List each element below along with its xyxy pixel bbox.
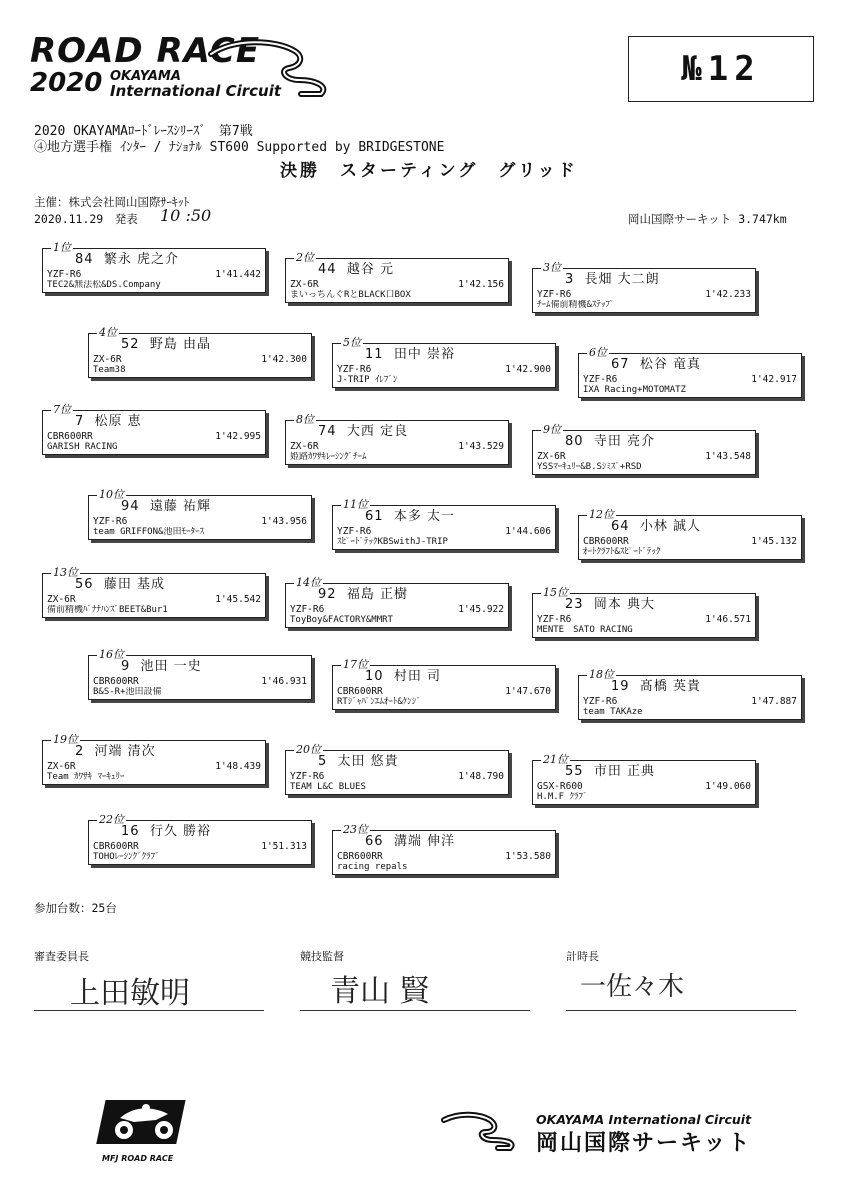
team-name: GARISH RACING: [47, 442, 118, 452]
signature-chief-timekeeper: 一佐々木: [580, 972, 685, 1002]
rider-name: 河端 清次: [94, 744, 156, 759]
team-name: TEAM L&C BLUES: [290, 782, 366, 792]
rider-number-name: [121, 337, 211, 352]
team-name: team GRIFFON&池田ﾓｰﾀｰｽ: [93, 527, 204, 537]
sig-label-chief-timekeeper: 計時長: [566, 950, 599, 963]
rider-number: 67: [611, 357, 630, 372]
grid-slot: [285, 413, 509, 465]
grid-position: 23位: [343, 823, 368, 836]
machine: YZF-R6: [290, 604, 325, 615]
logo-okayama: OKAYAMA: [110, 69, 181, 84]
qualifying-time: 1'49.060: [705, 781, 751, 792]
rider-number: 92: [318, 587, 337, 602]
team-name: J-TRIP ｲﾚﾌﾞﾝ: [337, 375, 398, 385]
rider-number: 56: [75, 577, 94, 592]
rider-number: 19: [611, 679, 630, 694]
grid-slot: [532, 261, 756, 313]
document-number: №12: [681, 49, 761, 89]
rider-number-name: [121, 659, 202, 674]
grid-position: 9位: [543, 423, 561, 436]
grid-slot: [285, 251, 509, 303]
team-name: racing repals: [337, 862, 408, 872]
rider-name: 村田 司: [393, 669, 441, 684]
machine: YZF-R6: [583, 696, 618, 707]
qualifying-time: 1'53.580: [505, 851, 551, 862]
grid-slot: [578, 508, 802, 560]
qualifying-time: 1'44.606: [505, 526, 551, 537]
machine: CBR600RR: [93, 676, 139, 687]
grid-slot: [578, 668, 802, 720]
machine: CBR600RR: [583, 536, 629, 547]
rider-number-name: [365, 669, 441, 684]
rider-number: 23: [565, 597, 584, 612]
rider-name: 遠藤 祐輝: [149, 499, 211, 514]
machine: CBR600RR: [47, 431, 93, 442]
machine: CBR600RR: [93, 841, 139, 852]
rider-number: 44: [318, 262, 337, 277]
mfj-road-race-text: MFJ ROAD RACE: [102, 1154, 174, 1163]
rider-name: 藤田 基成: [103, 577, 165, 592]
grid-position: 2位: [296, 251, 314, 264]
team-name: まいっちんぐRとBLACK口BOX: [290, 290, 411, 300]
logo-year: 2020: [30, 68, 103, 98]
grid-slot: [332, 498, 556, 550]
grid-position: 6位: [589, 346, 607, 359]
page-title: 決勝 スターティング グリッド: [280, 161, 578, 181]
qualifying-time: 1'46.571: [705, 614, 751, 625]
grid-slot: [332, 658, 556, 710]
rider-number: 5: [318, 754, 328, 769]
rider-number: 55: [565, 764, 584, 779]
participants-count: 参加台数：25台: [34, 901, 117, 915]
grid-slot: [42, 403, 266, 455]
qualifying-time: 1'45.542: [215, 594, 261, 605]
footer-circuit-en: OKAYAMA International Circuit: [536, 1112, 752, 1127]
rider-name: 福島 正樹: [346, 587, 408, 602]
team-name: TOHOﾚｰｼﾝｸﾞｸﾗﾌﾞ: [93, 852, 160, 862]
rider-name: 長畑 大二朗: [584, 272, 660, 287]
team-name: ｽﾋﾟｰﾄﾞﾃｯｸKBSwithJ-TRIP: [337, 537, 448, 547]
qualifying-time: 1'48.439: [215, 761, 261, 772]
qualifying-time: 1'42.233: [705, 289, 751, 300]
grid-slot: [532, 753, 756, 805]
grid-position: 1位: [53, 241, 71, 254]
rider-number: 80: [565, 434, 584, 449]
grid-position: 15位: [543, 586, 568, 599]
rider-number-name: [365, 834, 455, 849]
team-name: team TAKAze: [583, 707, 643, 717]
grid-slot: [532, 423, 756, 475]
rider-number: 64: [611, 519, 630, 534]
grid-slot: [332, 336, 556, 388]
team-name: ｵｰﾄｸﾗﾌﾄ&ｽﾋﾟｰﾄﾞﾃｯｸ: [583, 547, 661, 557]
rider-number: 7: [75, 414, 85, 429]
qualifying-time: 1'42.156: [458, 279, 504, 290]
announce-time: 10 :50: [160, 206, 212, 225]
rider-number-name: [75, 744, 156, 759]
rider-number: 16: [121, 824, 140, 839]
qualifying-time: 1'45.922: [458, 604, 504, 615]
rider-number: 94: [121, 499, 140, 514]
rider-name: 岡本 典大: [593, 597, 655, 612]
grid-position: 10位: [99, 488, 124, 501]
machine: YZF-R6: [337, 364, 372, 375]
sig-label-race-director: 競技監督: [300, 950, 344, 963]
team-name: IXA Racing+MOTOMATZ: [583, 385, 686, 395]
machine: YZF-R6: [537, 289, 572, 300]
team-name: ﾁｰﾑ備前精機&ｽﾃｯﾌﾟ: [537, 300, 615, 310]
rider-number: 9: [121, 659, 131, 674]
signature-line: [300, 1010, 530, 1011]
qualifying-time: 1'48.790: [458, 771, 504, 782]
rider-name: 田中 崇裕: [393, 347, 455, 362]
machine: CBR600RR: [337, 851, 383, 862]
qualifying-time: 1'47.887: [751, 696, 797, 707]
grid-slot: [88, 648, 312, 700]
rider-number-name: [121, 824, 211, 839]
team-name: Team38: [93, 365, 126, 375]
qualifying-time: 1'47.670: [505, 686, 551, 697]
grid-slot: [332, 823, 556, 875]
grid-slot: [88, 813, 312, 865]
rider-name: 溝端 伸洋: [393, 834, 455, 849]
signature-race-director: 青山 賢: [330, 974, 430, 1009]
rider-number: 52: [121, 337, 140, 352]
rider-name: 松谷 竜真: [639, 357, 701, 372]
grid-position: 3位: [543, 261, 561, 274]
qualifying-time: 1'42.995: [215, 431, 261, 442]
grid-slot: [285, 743, 509, 795]
rider-name: 市田 正典: [593, 764, 655, 779]
rider-number-name: [565, 272, 660, 287]
grid-slot: [88, 488, 312, 540]
rider-number-name: [365, 509, 455, 524]
rider-number-name: [365, 347, 455, 362]
rider-number-name: [611, 357, 701, 372]
rider-name: 小林 誠人: [639, 519, 701, 534]
team-name: H.M.F ｸﾗﾌﾞ: [537, 792, 588, 802]
machine: ZX-6R: [93, 354, 122, 365]
machine: ZX-6R: [290, 441, 319, 452]
qualifying-time: 1'42.917: [751, 374, 797, 385]
rider-name: 大西 定良: [346, 424, 408, 439]
signature-line: [34, 1010, 264, 1011]
rider-number-name: [75, 577, 165, 592]
mfj-road-race-logo-icon: [94, 1098, 192, 1158]
rider-number-name: [611, 679, 701, 694]
qualifying-time: 1'45.132: [751, 536, 797, 547]
machine: ZX-6R: [290, 279, 319, 290]
rider-number-name: [565, 597, 655, 612]
rider-name: 寺田 亮介: [593, 434, 655, 449]
organizer: 主催：株式会社岡山国際ｻｰｷｯﾄ: [34, 195, 190, 209]
rider-name: 越谷 元: [346, 262, 394, 277]
grid-position: 4位: [99, 326, 117, 339]
rider-number: 11: [365, 347, 384, 362]
qualifying-time: 1'43.956: [261, 516, 307, 527]
qualifying-time: 1'42.300: [261, 354, 307, 365]
qualifying-time: 1'51.313: [261, 841, 307, 852]
team-name: YSSﾏｰｷｭﾘｰ&B.Sｼﾐｽﾞ+RSD: [537, 462, 642, 472]
rider-number: 61: [365, 509, 384, 524]
qualifying-time: 1'46.931: [261, 676, 307, 687]
rider-name: 髙橋 英貴: [639, 679, 701, 694]
machine: ZX-6R: [537, 451, 566, 462]
rider-name: 本多 太一: [393, 509, 455, 524]
team-name: Team ｶﾜｻｷ ﾏｰｷｭﾘｰ: [47, 772, 125, 782]
footer-circuit-jp: 岡山国際サーキット: [536, 1131, 752, 1156]
team-name: MENTE SATO RACING: [537, 625, 633, 635]
grid-position: 22位: [99, 813, 124, 826]
grid-slot: [285, 576, 509, 628]
grid-position: 7位: [53, 403, 71, 416]
machine: YZF-R6: [47, 269, 82, 280]
announce-date: 2020.11.29 発表: [34, 212, 138, 226]
machine: YZF-R6: [290, 771, 325, 782]
qualifying-time: 1'41.442: [215, 269, 261, 280]
qualifying-time: 1'43.529: [458, 441, 504, 452]
rider-number-name: [611, 519, 701, 534]
rider-number-name: [318, 424, 408, 439]
rider-number-name: [318, 587, 408, 602]
machine: ZX-6R: [47, 594, 76, 605]
grid-slot: [42, 241, 266, 293]
rider-number: 84: [75, 252, 94, 267]
grid-position: 8位: [296, 413, 314, 426]
series-line: 2020 OKAYAMAﾛｰﾄﾞﾚｰｽｼﾘｰｽﾞ 第7戦: [34, 124, 253, 139]
rider-number: 2: [75, 744, 85, 759]
rider-name: 行久 勝裕: [149, 824, 211, 839]
rider-number: 3: [565, 272, 575, 287]
machine: GSX-R600: [537, 781, 583, 792]
rider-number: 10: [365, 669, 384, 684]
qualifying-time: 1'43.548: [705, 451, 751, 462]
grid-slot: [42, 566, 266, 618]
machine: YZF-R6: [337, 526, 372, 537]
team-name: 姫路ｶﾜｻｷﾚｰｼﾝｸﾞﾁｰﾑ: [290, 452, 367, 462]
team-name: ToyBoy&FACTORY&MMRT: [290, 615, 393, 625]
machine: YZF-R6: [583, 374, 618, 385]
rider-name: 松原 恵: [94, 414, 142, 429]
circuit-length: 岡山国際サーキット 3.747km: [628, 212, 787, 226]
grid-slot: [578, 346, 802, 398]
grid-slot: [532, 586, 756, 638]
rider-number: 66: [365, 834, 384, 849]
grid-slot: [42, 733, 266, 785]
grid-position: 13位: [53, 566, 78, 579]
grid-position: 17位: [343, 658, 368, 671]
sig-label-chief-steward: 審査委員長: [34, 950, 89, 963]
rider-name: 池田 一史: [140, 659, 202, 674]
rider-number-name: [75, 414, 142, 429]
grid-position: 21位: [543, 753, 568, 766]
grid-position: 18位: [589, 668, 614, 681]
grid-position: 14位: [296, 576, 321, 589]
grid-slot: [88, 326, 312, 378]
rider-name: 太田 悠貴: [337, 754, 399, 769]
rider-name: 野島 由晶: [149, 337, 211, 352]
rider-name: 繁永 虎之介: [103, 252, 179, 267]
qualifying-time: 1'42.900: [505, 364, 551, 375]
logo-international-circuit: International Circuit: [110, 82, 282, 100]
grid-position: 5位: [343, 336, 361, 349]
machine: YZF-R6: [537, 614, 572, 625]
team-name: TEC2&無法松&DS.Company: [47, 280, 161, 290]
rider-number: 74: [318, 424, 337, 439]
rider-number-name: [75, 252, 179, 267]
document-number-box: [628, 36, 814, 102]
team-name: B&S-R+池田設備: [93, 687, 162, 697]
grid-position: 19位: [53, 733, 78, 746]
signature-chief-steward: 上田敏明: [70, 976, 190, 1011]
signature-line: [566, 1010, 796, 1011]
okayama-circuit-logo-icon: [440, 1110, 526, 1152]
class-line: ④地方選手権 ｲﾝﾀｰ / ﾅｼｮﾅﾙ ST600 Supported by BRIDGESTONE: [34, 140, 445, 155]
grid-position: 16位: [99, 648, 124, 661]
machine: CBR600RR: [337, 686, 383, 697]
rider-number-name: [565, 434, 655, 449]
rider-number-name: [121, 499, 211, 514]
machine: ZX-6R: [47, 761, 76, 772]
rider-number-name: [565, 764, 655, 779]
grid-position: 12位: [589, 508, 614, 521]
rider-number-name: [318, 262, 394, 277]
grid-position: 11位: [343, 498, 368, 511]
team-name: 備前精機ﾊﾞﾅﾅﾊﾝｽﾞBEET&Bur1: [47, 605, 168, 615]
grid-position: 20位: [296, 743, 321, 756]
team-name: RTｼﾞｬﾊﾟﾝｴﾑｵｰﾄ&ｹﾝｼﾞ: [337, 697, 421, 707]
machine: YZF-R6: [93, 516, 128, 527]
rider-number-name: [318, 754, 399, 769]
logo-road-race: ROAD RACE: [30, 31, 261, 71]
